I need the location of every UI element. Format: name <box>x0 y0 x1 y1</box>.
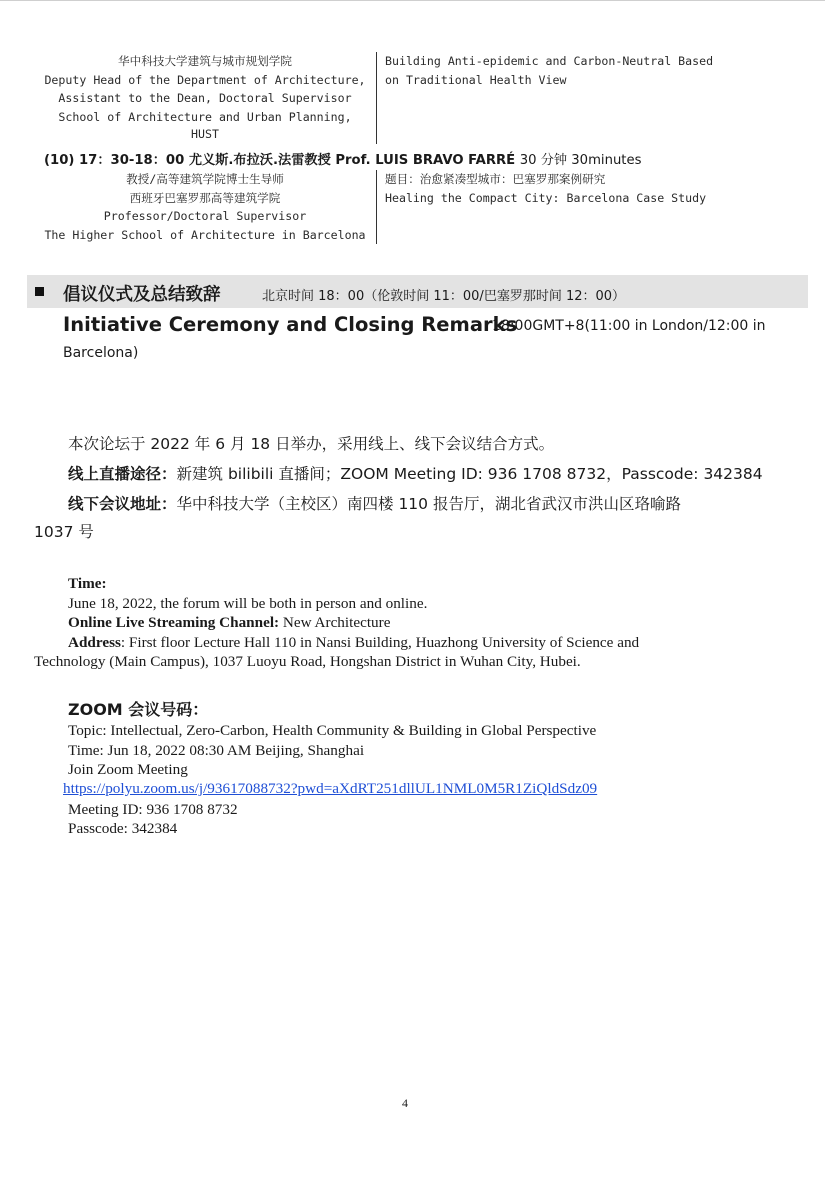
zoom-title: ZOOM 会议号码： <box>68 700 209 719</box>
section-time-cn: 北京时间 18：00（伦敦时间 11：00/巴塞罗那时间 12：00） <box>262 289 626 304</box>
time-label: Time: <box>68 575 107 592</box>
zoom-meeting-link[interactable]: https://polyu.zoom.us/j/93617088732?pwd=aXdRT251dllUL1NML0M5R1ZiQldSdz09 <box>63 780 598 797</box>
affiliation-line: The Higher School of Architecture in Barcelona <box>44 227 366 242</box>
section-title-en: Initiative Ceremony and Closing Remarks <box>63 313 518 336</box>
offline-label-cn: 线下会议地址： <box>68 495 177 513</box>
channel-value: New Architecture <box>279 614 391 631</box>
channel-en <box>68 613 390 633</box>
affiliation-line: Deputy Head of the Department of Architecture, <box>44 72 366 87</box>
affiliation-line: 西班牙巴塞罗那高等建筑学院 <box>129 190 281 205</box>
time-value-en: June 18, 2022, the forum will be both in person and online. <box>68 595 428 612</box>
talk-title-line: Healing the Compact City: Barcelona Case Study <box>385 190 707 205</box>
talk-title-line: on Traditional Health View <box>385 72 567 87</box>
address-en-cont: Technology (Main Campus), 1037 Luoyu Road, Hongshan District in Wuhan City, Hubei. <box>34 653 581 670</box>
program-row-2 <box>34 170 706 244</box>
zoom-passcode: Passcode: 342384 <box>68 820 178 837</box>
address-value: : First floor Lecture Hall 110 in Nansi Building, Huazhong University of Science and <box>120 634 640 651</box>
section-time-en-cont: Barcelona) <box>63 345 139 361</box>
talk-title <box>377 170 706 244</box>
forum-date-cn: 本次论坛于 2022 年 6 月 18 日举办，采用线上、线下会议结合方式。 <box>68 435 555 453</box>
affiliation-line: HUST <box>191 127 219 142</box>
zoom-meeting-id: Meeting ID: 936 1708 8732 <box>68 801 238 818</box>
online-value-cn: 新建筑 bilibili 直播间；ZOOM Meeting ID: 936 1708 8732，Passcode: 342384 <box>176 465 763 483</box>
speaker-time: (10) 17：30-18：00 <box>44 153 185 168</box>
talk-title-line: Building Anti-epidemic and Carbon-Neutral Based <box>385 54 714 68</box>
zoom-time: Time: Jun 18, 2022 08:30 AM Beijing, Shanghai <box>68 742 365 759</box>
speaker-affiliation <box>34 170 376 244</box>
offline-address-cn-cont: 1037 号 <box>34 523 94 541</box>
section-title-cn: 倡议仪式及总结致辞 <box>63 285 221 305</box>
page-top-border <box>0 0 825 1</box>
affiliation-line: Assistant to the Dean, Doctoral Supervisor <box>58 91 352 106</box>
online-label-cn: 线上直播途径： <box>68 465 177 483</box>
speaker-heading <box>44 149 641 168</box>
time-label-en <box>68 574 107 594</box>
section-time-en: 18:00GMT+8(11:00 in London/12:00 in <box>492 318 766 334</box>
talk-title <box>377 52 713 144</box>
speaker-name-cn: 尤义斯.布拉沃.法雷教授 <box>188 153 331 168</box>
offline-address-cn <box>68 492 681 514</box>
affiliation-line: School of Architecture and Urban Planning, <box>58 109 352 124</box>
speaker-duration: 30 分钟 30minutes <box>519 153 642 168</box>
square-bullet-icon <box>35 287 44 296</box>
online-channel-cn <box>68 462 763 484</box>
affiliation-line: 华中科技大学建筑与城市规划学院 <box>118 54 292 68</box>
talk-title-line: 题目：治愈紧凑型城市：巴塞罗那案例研究 <box>385 172 606 186</box>
speaker-affiliation <box>34 52 376 144</box>
channel-label: Online Live Streaming Channel: <box>68 614 280 631</box>
program-row-1 <box>34 52 713 144</box>
offline-value-cn: 华中科技大学（主校区）南四楼 110 报告厅，湖北省武汉市洪山区珞喻路 <box>176 495 681 513</box>
affiliation-line: Professor/Doctoral Supervisor <box>103 209 307 224</box>
affiliation-line: 教授/高等建筑学院博士生导师 <box>126 172 284 186</box>
zoom-topic: Topic: Intellectual, Zero-Carbon, Health Community & Building in Global Perspective <box>68 722 597 739</box>
address-en <box>68 633 639 653</box>
zoom-join-label: Join Zoom Meeting <box>68 761 188 778</box>
speaker-name-en: Prof. LUIS BRAVO FARRÉ <box>335 153 516 168</box>
address-label: Address <box>68 634 121 651</box>
page-number: 4 <box>402 1096 408 1110</box>
